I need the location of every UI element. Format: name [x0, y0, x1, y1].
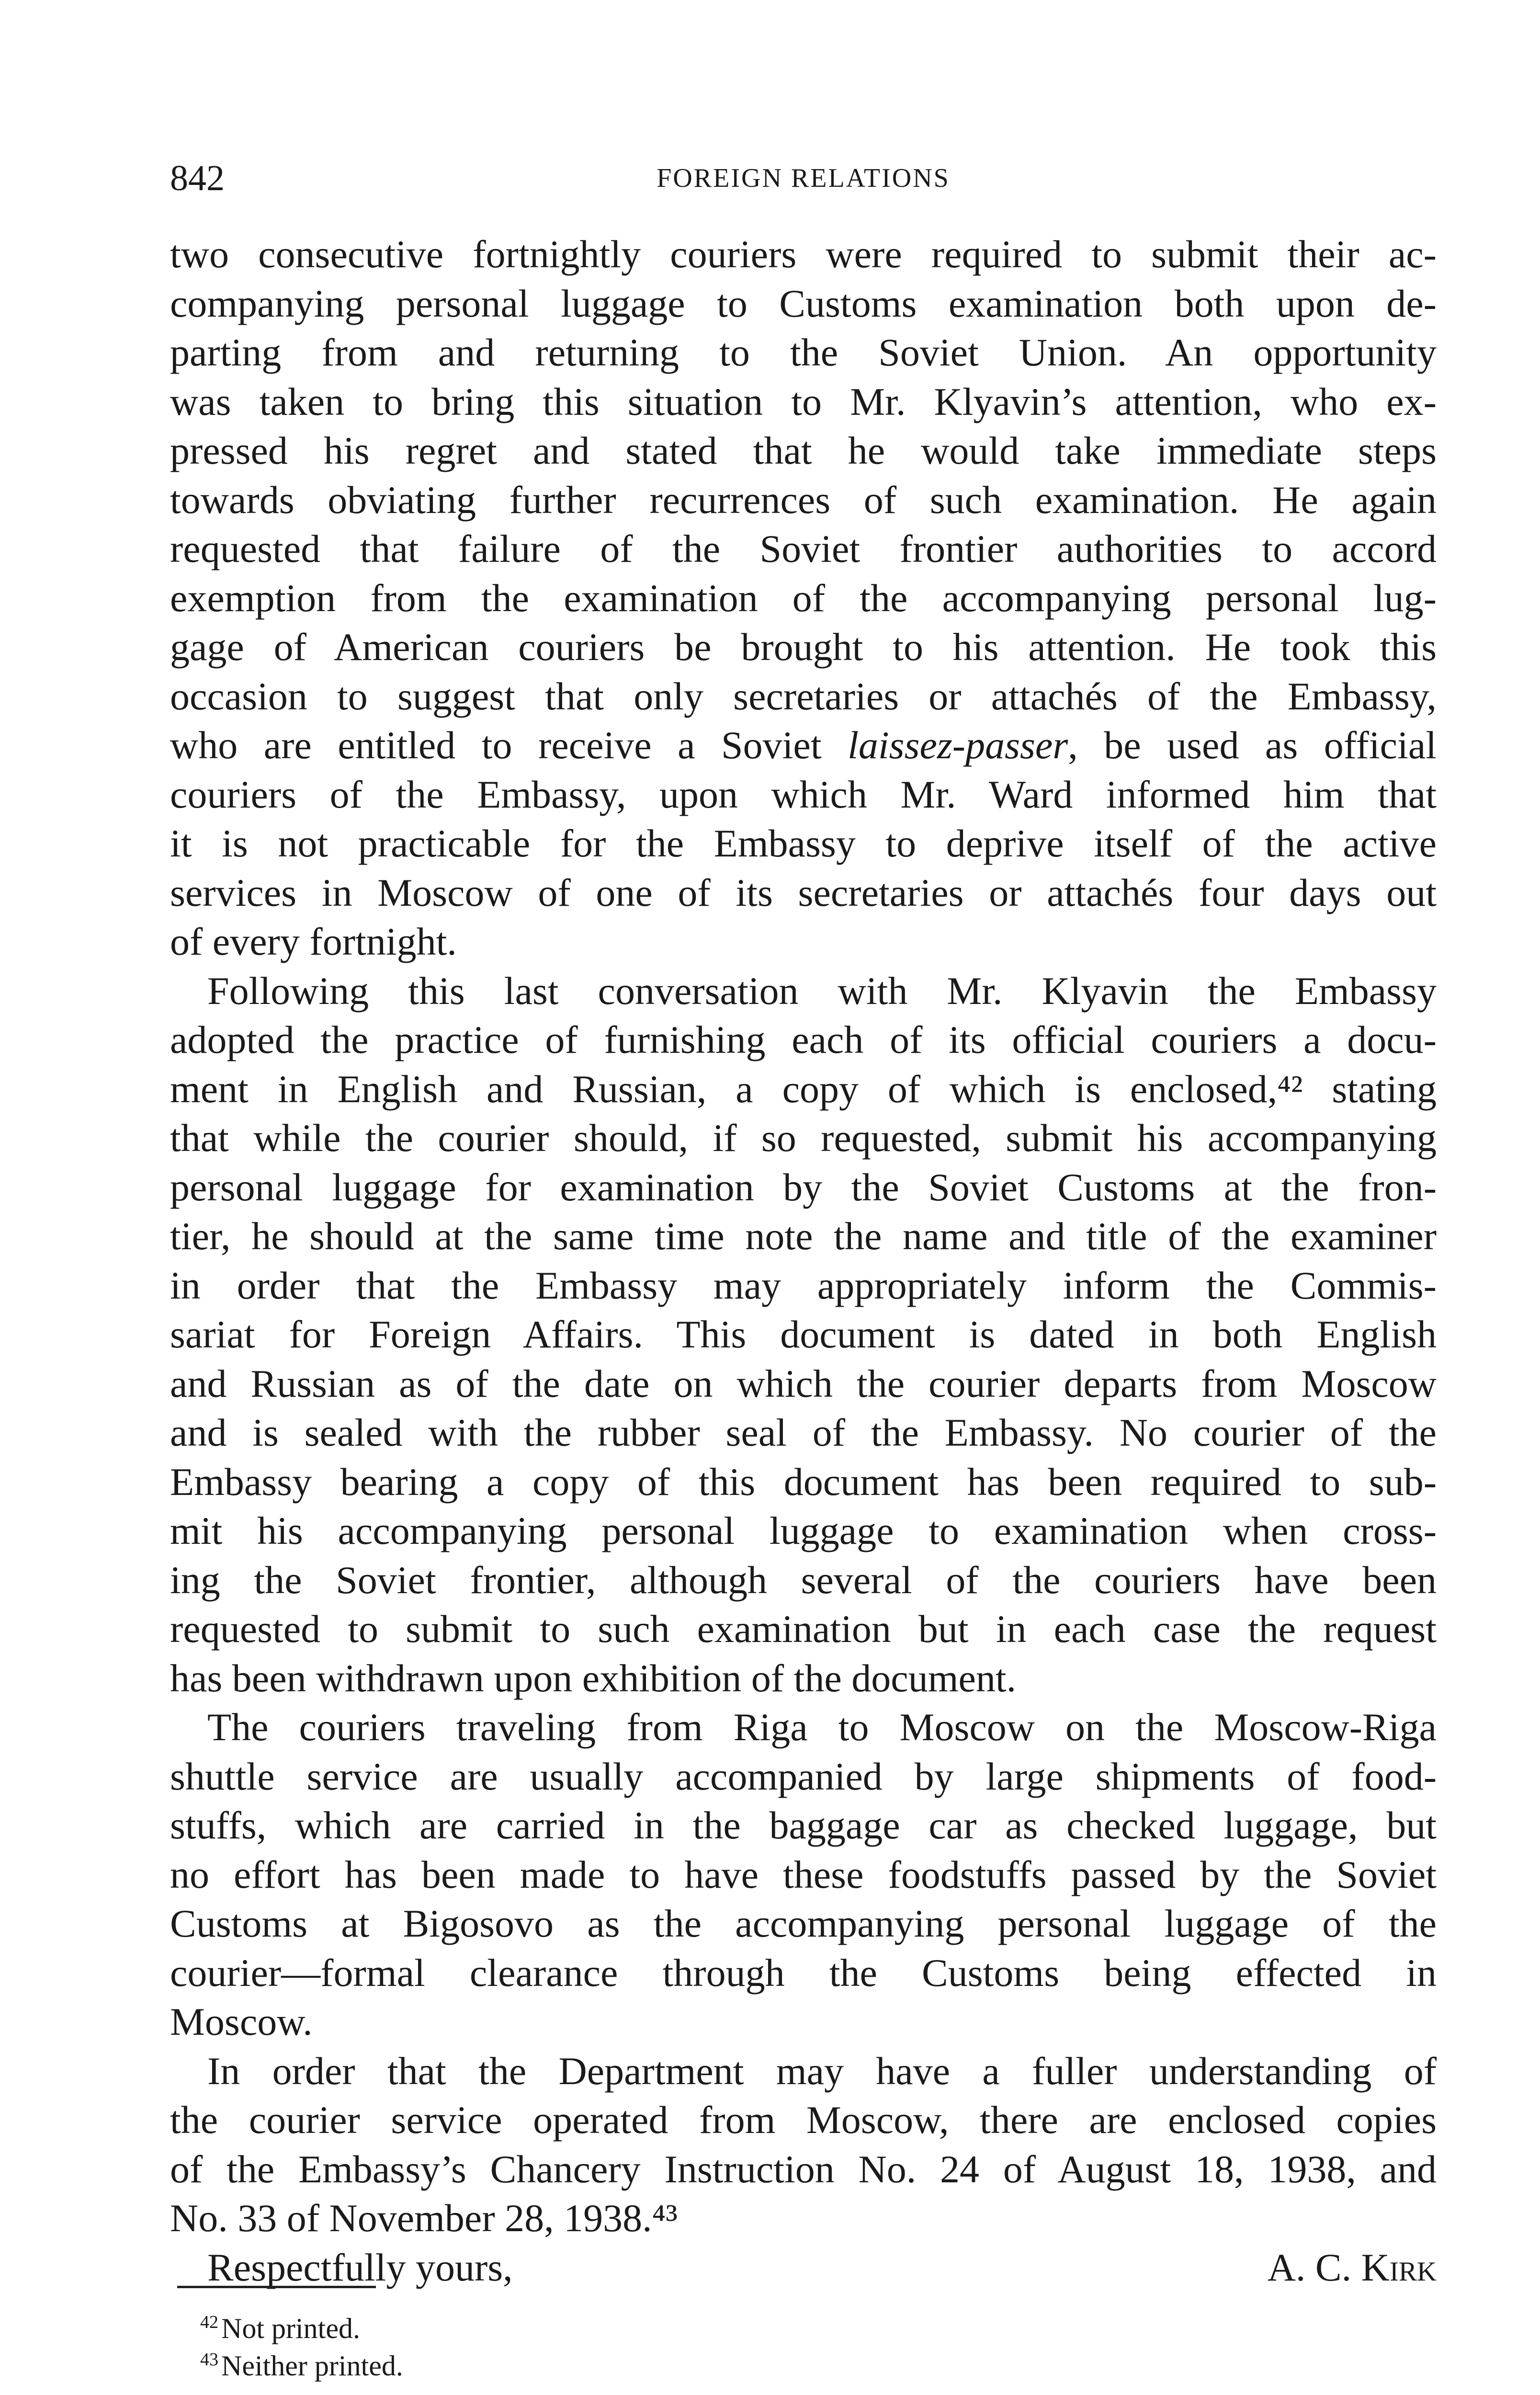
running-title: FOREIGN RELATIONS [657, 163, 950, 193]
salutation: Respectfully yours, [207, 2245, 513, 2289]
paragraph [170, 230, 1437, 967]
text-line: requested that failure of the Soviet frontier authorities to accord [170, 527, 1437, 570]
text-line: of every fortnight. [170, 920, 457, 963]
italic-term: laissez-passer [848, 723, 1068, 767]
text-line: courier—formal clearance through the Customs being effected in [170, 1950, 1437, 1995]
text-line: The couriers traveling from Riga to Moscow on the Moscow-Riga [207, 1705, 1437, 1749]
text-line: and Russian as of the date on which the courier departs from Moscow [170, 1361, 1437, 1405]
text-line: companying personal luggage to Customs examination both upon de- [170, 281, 1437, 325]
text-line: Moscow. [170, 2000, 313, 2043]
text-line: couriers of the Embassy, upon which Mr. Ward informed him that [170, 772, 1437, 816]
text-line: of the Embassy’s Chancery Instruction No. 24 of August 18, 1938, and [170, 2147, 1437, 2191]
text-line: No. 33 of November 28, 1938.⁴³ [170, 2196, 678, 2240]
text-line: was taken to bring this situation to Mr. Klyavin’s attention, who ex- [170, 379, 1437, 423]
text-line: gage of American couriers be brought to his attention. He took this [170, 625, 1437, 669]
text-line: in order that the Embassy may appropriately inform the Commis- [170, 1263, 1437, 1307]
text-line: ing the Soviet frontier, although several of the couriers have been [170, 1558, 1437, 1602]
footnote-rule [177, 2286, 376, 2288]
text-line: In order that the Department may have a fuller understanding of [207, 2049, 1437, 2093]
text-line: Embassy bearing a copy of this document has been required to sub- [170, 1460, 1437, 1504]
text-line: Following this last conversation with Mr. Klyavin the Embassy [207, 969, 1437, 1013]
text-line: who are entitled to receive a Soviet laissez-passer, be used as official [170, 723, 1437, 767]
text-line: requested to submit to such examination but in each case the request [170, 1607, 1437, 1651]
footnotes [200, 2310, 1062, 2384]
footnote-mark: 42 [200, 2312, 218, 2332]
text-line: stuffs, which are carried in the baggage car as checked luggage, but [170, 1803, 1437, 1847]
closing [170, 2243, 1437, 2292]
footnote-text: Not printed. [221, 2313, 360, 2344]
footnote-mark: 43 [200, 2349, 218, 2370]
signature: A. C. Kirk [1267, 2245, 1437, 2289]
text-line: sariat for Foreign Affairs. This document is dated in both English [170, 1312, 1437, 1356]
text-line: the courier service operated from Moscow, there are enclosed copies [170, 2098, 1437, 2142]
footnote [200, 2310, 1062, 2347]
text-line: adopted the practice of furnishing each of its official couriers a docu- [170, 1018, 1437, 1061]
text-line: exemption from the examination of the accompanying personal lug- [170, 576, 1437, 620]
text-line: it is not practicable for the Embassy to deprive itself of the active [170, 821, 1437, 865]
paragraph [170, 967, 1437, 1703]
text-line: ment in English and Russian, a copy of which is enclosed,⁴² stating [170, 1067, 1437, 1111]
text-line: parting from and returning to the Soviet Union. An opportunity [170, 331, 1437, 374]
text-line: pressed his regret and stated that he would take immediate steps [170, 429, 1437, 472]
text-line: Customs at Bigosovo as the accompanying personal luggage of the [170, 1902, 1437, 1945]
text-line: no effort has been made to have these foodstuffs passed by the Soviet [170, 1852, 1437, 1896]
text-line: services in Moscow of one of its secretaries or attachés four days out [170, 870, 1437, 914]
text-line: tier, he should at the same time note the name and title of the examiner [170, 1214, 1437, 1258]
body-text [170, 230, 1437, 2292]
paragraph [170, 2047, 1437, 2243]
text-line: personal luggage for examination by the Soviet Customs at the fron- [170, 1165, 1437, 1209]
footnote-text: Neither printed. [221, 2350, 403, 2382]
footnote [200, 2347, 1062, 2384]
text-line: shuttle service are usually accompanied by large shipments of food- [170, 1754, 1437, 1798]
text-line: occasion to suggest that only secretaries or attachés of the Embassy, [170, 674, 1437, 718]
page-number: 842 [170, 158, 225, 198]
text-line: has been withdrawn upon exhibition of the document. [170, 1656, 1017, 1700]
text-line: mit his accompanying personal luggage to examination when cross- [170, 1509, 1437, 1552]
text-line: two consecutive fortnightly couriers were required to submit their ac- [170, 232, 1437, 276]
text-line: towards obviating further recurrences of such examination. He again [170, 478, 1437, 522]
text-line: and is sealed with the rubber seal of the Embassy. No courier of the [170, 1411, 1437, 1454]
paragraph [170, 1703, 1437, 2047]
text-line: that while the courier should, if so requested, submit his accompanying [170, 1116, 1437, 1160]
running-head [170, 154, 1437, 202]
